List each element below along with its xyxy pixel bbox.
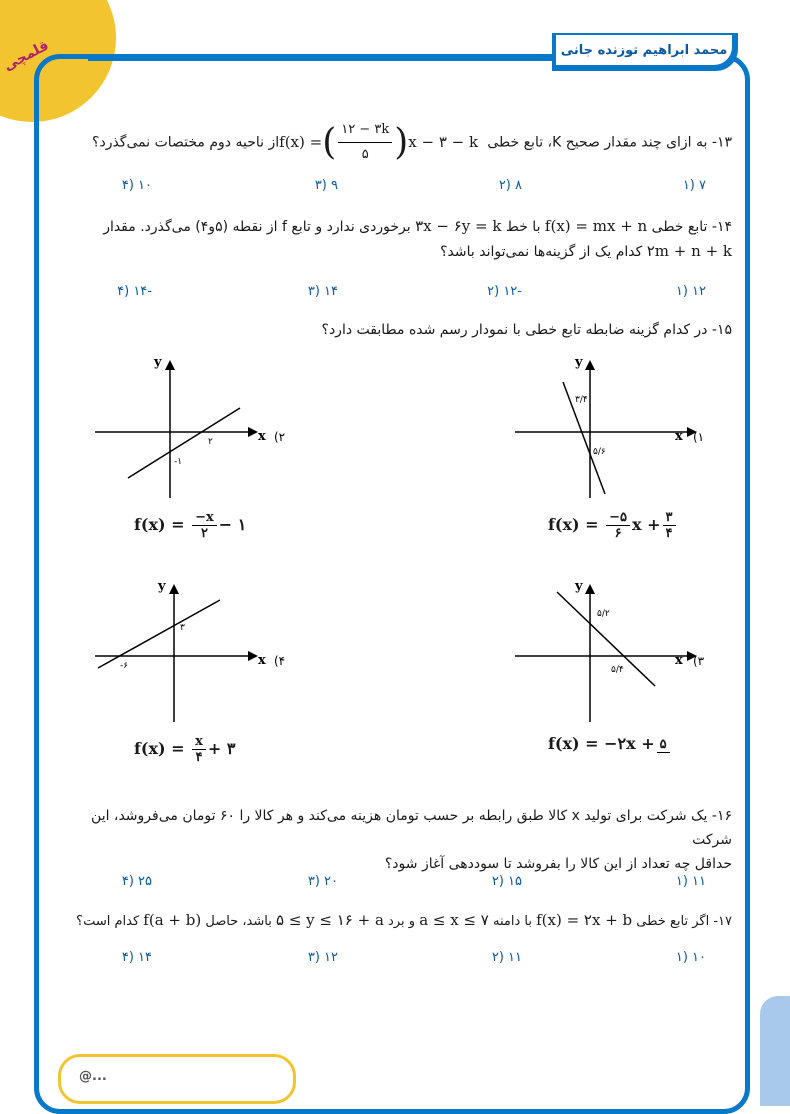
q13-number: ۱۳- [711, 134, 732, 151]
graph-4-formula-lhs: f(x) = [134, 739, 185, 758]
graph-3-formula-main: f(x) = −۲x + [548, 734, 655, 753]
q13-option-2[interactable]: ۸ (۲ [498, 178, 522, 193]
q17-option-2[interactable]: ۱۱ (۲ [491, 950, 522, 965]
q13-formula-lhs: f(x) = [279, 132, 323, 151]
graph-1-formula-lhs: f(x) = [548, 515, 599, 534]
q17-number: ۱۷- [713, 914, 732, 929]
q13-formula-rhs: x − ۳ − k [408, 132, 479, 151]
q17-option-4[interactable]: ۱۴ (۴ [121, 950, 152, 965]
graph-1-tick-x: ۵/۶ [593, 447, 606, 457]
q17-text-b: با دامنه [493, 914, 532, 929]
graph-1-frac-den: ۶ [614, 526, 622, 541]
graph-1-label: (۱ [693, 430, 705, 444]
graph-2-tick-y: -۱ [174, 457, 183, 467]
q17-formula-1: f(x) = ۲x + b [536, 911, 633, 929]
q17-formula-2: a ≤ x ≤ ۷ [419, 911, 489, 929]
footer-pill-text: @... [79, 1069, 107, 1084]
graph-4-frac [192, 734, 206, 765]
q17-text-c: و برد [388, 914, 416, 929]
graph-4-tick-x: -۶ [120, 661, 129, 671]
x-axis-label: x [258, 429, 266, 444]
question-15 [322, 318, 732, 342]
q14-formula-2: ۳x − ۶y = k [415, 217, 502, 235]
x-axis-label: x [675, 429, 683, 444]
graph-2-formula-lhs: f(x) = [134, 515, 185, 534]
q14-option-3[interactable]: ۱۴ (۳ [307, 284, 338, 299]
q17-option-3[interactable]: ۱۲ (۳ [307, 950, 338, 965]
q13-pre: به ازای چند مقدار صحیح K، تابع خطی [487, 134, 708, 151]
question-14 [56, 214, 732, 264]
q13-option-4[interactable]: ۱۰ (۴ [121, 178, 152, 193]
q17-formula-3: ۵ ≤ y ≤ ۱۶ + a [276, 911, 384, 929]
graph-4-label: (۴ [274, 654, 286, 668]
q15-number: ۱۵- [711, 322, 732, 338]
graph-4-formula [134, 734, 235, 765]
author-name: محمد ابراهیم توزنده جانی [556, 35, 732, 65]
y-axis-label: y [575, 579, 583, 594]
brand-label: قلمچی [1, 37, 52, 75]
right-paren: ) [394, 121, 409, 163]
q14-text-d: کدام یک از گزینه‌ها نمی‌تواند باشد؟ [440, 244, 643, 260]
y-axis-label: y [158, 579, 166, 594]
x-axis-label: x [258, 653, 266, 668]
graph-3-formula [548, 734, 672, 753]
q14-line1 [56, 214, 732, 239]
graph-1-frac2-num: ۳ [663, 510, 676, 526]
question-17 [56, 908, 732, 934]
graph-2-frac-num: −x [192, 510, 217, 526]
graph-3-label: (۳ [693, 654, 705, 668]
q13-frac-den: ۵ [361, 147, 369, 162]
q17-text-e: کدام است؟ [76, 914, 140, 929]
graph-2-frac-den: ۲ [200, 526, 208, 541]
q13-fraction [338, 118, 392, 167]
q16-option-4[interactable]: ۲۵ (۴ [121, 874, 152, 889]
graph-4-formula-mid: + ۳ [207, 739, 236, 758]
q13-option-3[interactable]: ۹ (۳ [314, 178, 338, 193]
graph-3-tick-y: ۵/۲ [597, 609, 610, 619]
graph-1-formula-mid: x + [632, 515, 661, 534]
q17-text-d: باشد، حاصل [205, 914, 272, 929]
graph-option-1 [505, 350, 715, 500]
q14-line2 [56, 239, 732, 264]
graph-1-frac-num: −۵ [606, 510, 630, 526]
y-axis-label: y [575, 355, 583, 370]
graph-2-formula-mid: − ۱ [218, 515, 247, 534]
q17-option-1[interactable]: ۱۰ (۱ [675, 950, 706, 965]
graph-2-label: (۲ [274, 430, 286, 444]
q16-option-3[interactable]: ۲۰ (۳ [307, 874, 338, 889]
graph-4-tick-y: ۳ [180, 623, 185, 633]
q17-text-a: اگر تابع خطی [636, 914, 710, 929]
graph-1-frac2-den: ۴ [665, 526, 673, 541]
q15-text: در کدام گزینه ضابطه تابع خطی با نمودار رسم شده مطابقت دارد؟ [321, 322, 708, 338]
y-axis-label: y [154, 355, 162, 370]
graph-option-2 [90, 350, 300, 500]
q16-line2: حداقل چه تعداد از این کالا را بفروشد تا سوددهی آغاز شود؟ [384, 856, 732, 872]
graph-option-4 [90, 574, 300, 724]
question-13 [92, 118, 732, 167]
q13-option-1[interactable]: ۷ (۱ [682, 178, 706, 193]
q16-number: ۱۶- [711, 808, 732, 824]
q14-text-b: با خط [505, 219, 541, 235]
q14-options [110, 284, 730, 306]
q14-number: ۱۴- [711, 219, 732, 235]
left-paren: ( [322, 121, 337, 163]
corner-decoration [760, 996, 790, 1106]
footer-pill [58, 1054, 296, 1104]
author-tab [552, 33, 738, 71]
q14-formula-3: ۲m + n + k [646, 242, 732, 260]
question-16 [56, 804, 732, 876]
graph-1-formula [548, 510, 678, 541]
q13-frac-num: ۱۲ − ۳k [338, 118, 392, 143]
q14-formula-1: f(x) = mx + n [544, 217, 648, 235]
graph-2-formula [134, 510, 246, 541]
graph-1-frac2 [663, 510, 676, 541]
graph-option-3 [505, 574, 715, 724]
graph-3-frac-num: ۵ [657, 737, 670, 753]
q14-option-2[interactable]: -۱۲ (۲ [487, 284, 522, 299]
graph-4-frac-num: x [192, 734, 206, 750]
x-axis-label: x [675, 653, 683, 668]
q16-option-2[interactable]: ۱۵ (۲ [491, 874, 522, 889]
q17-options [110, 950, 730, 972]
q13-options [110, 178, 730, 200]
graph-1-frac [606, 510, 630, 541]
q14-option-1[interactable]: ۱۲ (۱ [675, 284, 706, 299]
q16-line1 [56, 804, 732, 852]
q16-text-1: یک شرکت برای تولید x کالا طبق رابطه بر حسب تومان هزینه می‌کند و هر کالا را ۶۰ تومان می‌فروشد، این شرکت [91, 808, 732, 848]
q17-formula-4: f(a + b) [143, 911, 202, 929]
q14-option-4[interactable]: -۱۴ (۴ [117, 284, 152, 299]
graph-2-frac [192, 510, 217, 541]
graph-1-tick-y: ۳/۴ [575, 395, 588, 405]
graph-4-frac-den: ۴ [195, 750, 203, 765]
graph-2-tick-x: ۲ [208, 437, 213, 447]
q16-option-1[interactable]: ۱۱ (۱ [675, 874, 706, 889]
q14-text-a: تابع خطی [651, 219, 708, 235]
q13-post: از ناحیه دوم مختصات نمی‌گذرد؟ [92, 134, 280, 151]
graph-3-frac [657, 737, 670, 753]
q13-formula [279, 121, 483, 163]
q14-text-c: برخوردی ندارد و تابع f از نقطه (۵و۴) می‌گذرد. مقدار [103, 219, 411, 235]
q16-options [110, 874, 730, 896]
graph-3-tick-x: ۵/۴ [611, 665, 624, 675]
